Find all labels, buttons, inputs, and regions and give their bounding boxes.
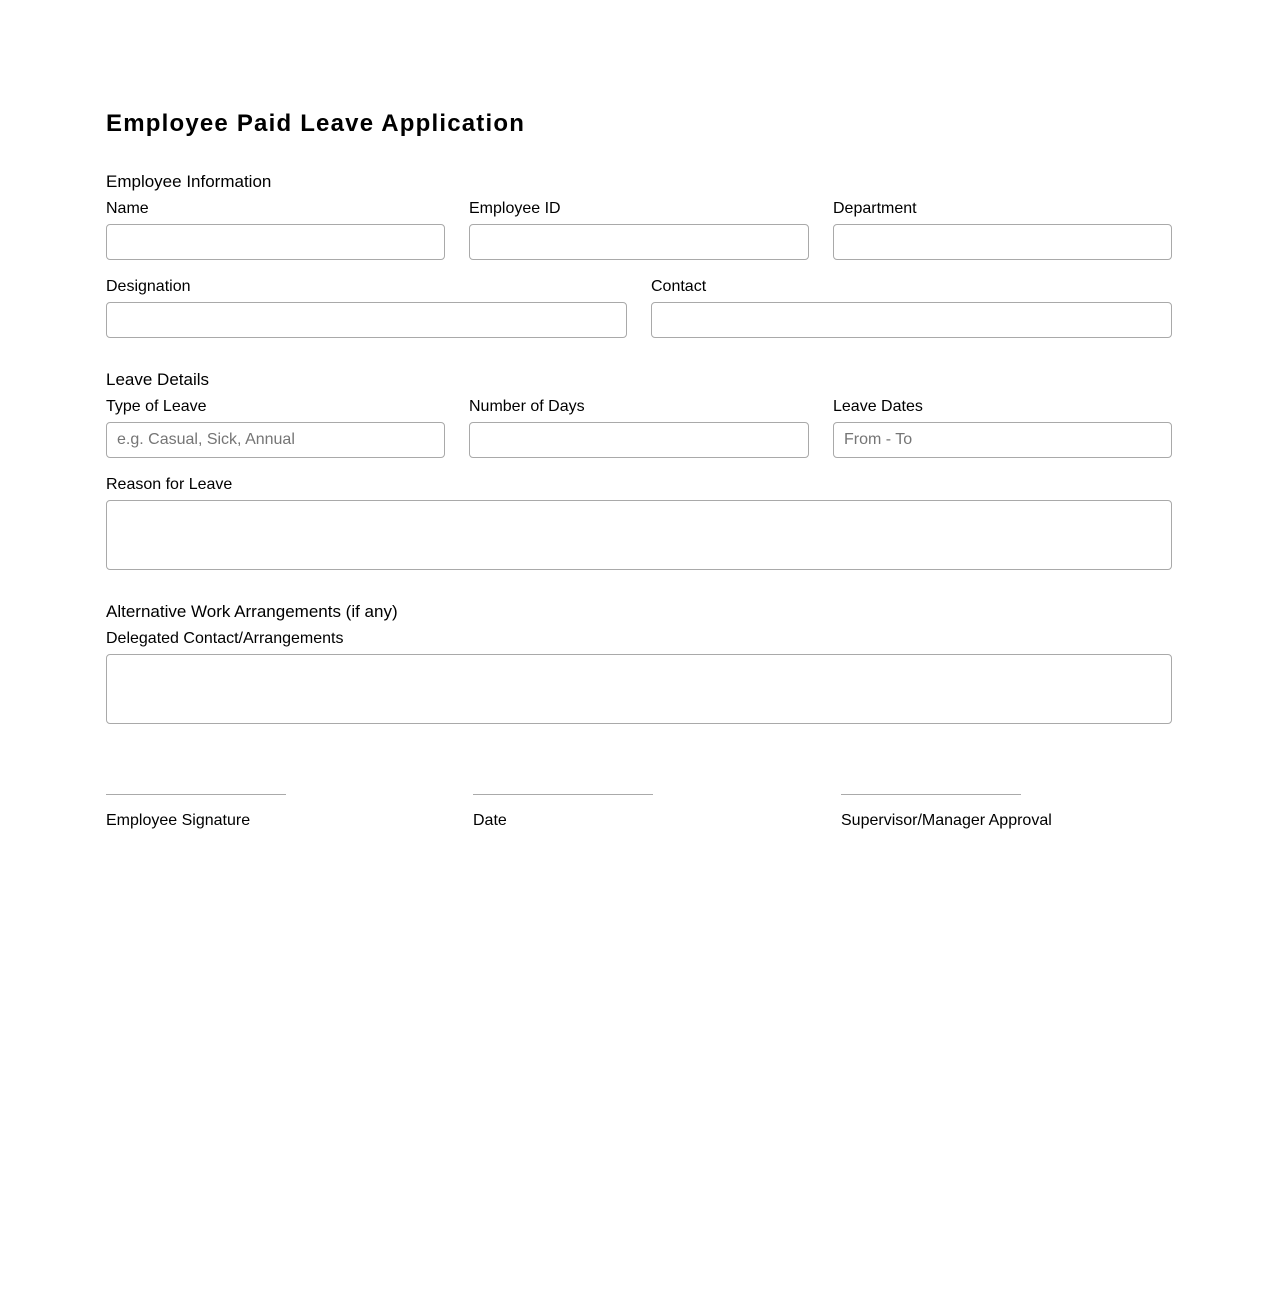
number-of-days-input[interactable] — [469, 422, 809, 458]
employee-id-label: Employee ID — [469, 200, 561, 217]
employee-id-input[interactable] — [469, 224, 809, 260]
page-title: Employee Paid Leave Application — [106, 110, 526, 137]
section-heading-leave-details: Leave Details — [106, 370, 210, 389]
delegated-textarea[interactable] — [106, 654, 1172, 724]
date-signature-label: Date — [473, 812, 507, 829]
delegated-label: Delegated Contact/Arrangements — [106, 630, 344, 647]
reason-label: Reason for Leave — [106, 476, 233, 493]
section-heading-alt-work: Alternative Work Arrangements (if any) — [106, 602, 398, 621]
reason-textarea[interactable] — [106, 500, 1172, 570]
type-of-leave-input[interactable] — [106, 422, 445, 458]
employee-signature-label: Employee Signature — [106, 812, 251, 829]
designation-input[interactable] — [106, 302, 627, 338]
number-of-days-label: Number of Days — [469, 398, 585, 415]
department-input[interactable] — [833, 224, 1172, 260]
employee-signature-line — [106, 794, 286, 795]
type-of-leave-label: Type of Leave — [106, 398, 207, 415]
contact-input[interactable] — [651, 302, 1172, 338]
section-heading-employee-info: Employee Information — [106, 172, 272, 191]
leave-dates-label: Leave Dates — [833, 398, 923, 415]
designation-label: Designation — [106, 278, 191, 295]
supervisor-signature-line — [841, 794, 1021, 795]
name-input[interactable] — [106, 224, 445, 260]
name-label: Name — [106, 200, 149, 217]
contact-label: Contact — [651, 278, 707, 295]
supervisor-signature-label: Supervisor/Manager Approval — [841, 812, 1052, 829]
date-signature-line — [473, 794, 653, 795]
department-label: Department — [833, 200, 917, 217]
leave-dates-input[interactable] — [833, 422, 1172, 458]
